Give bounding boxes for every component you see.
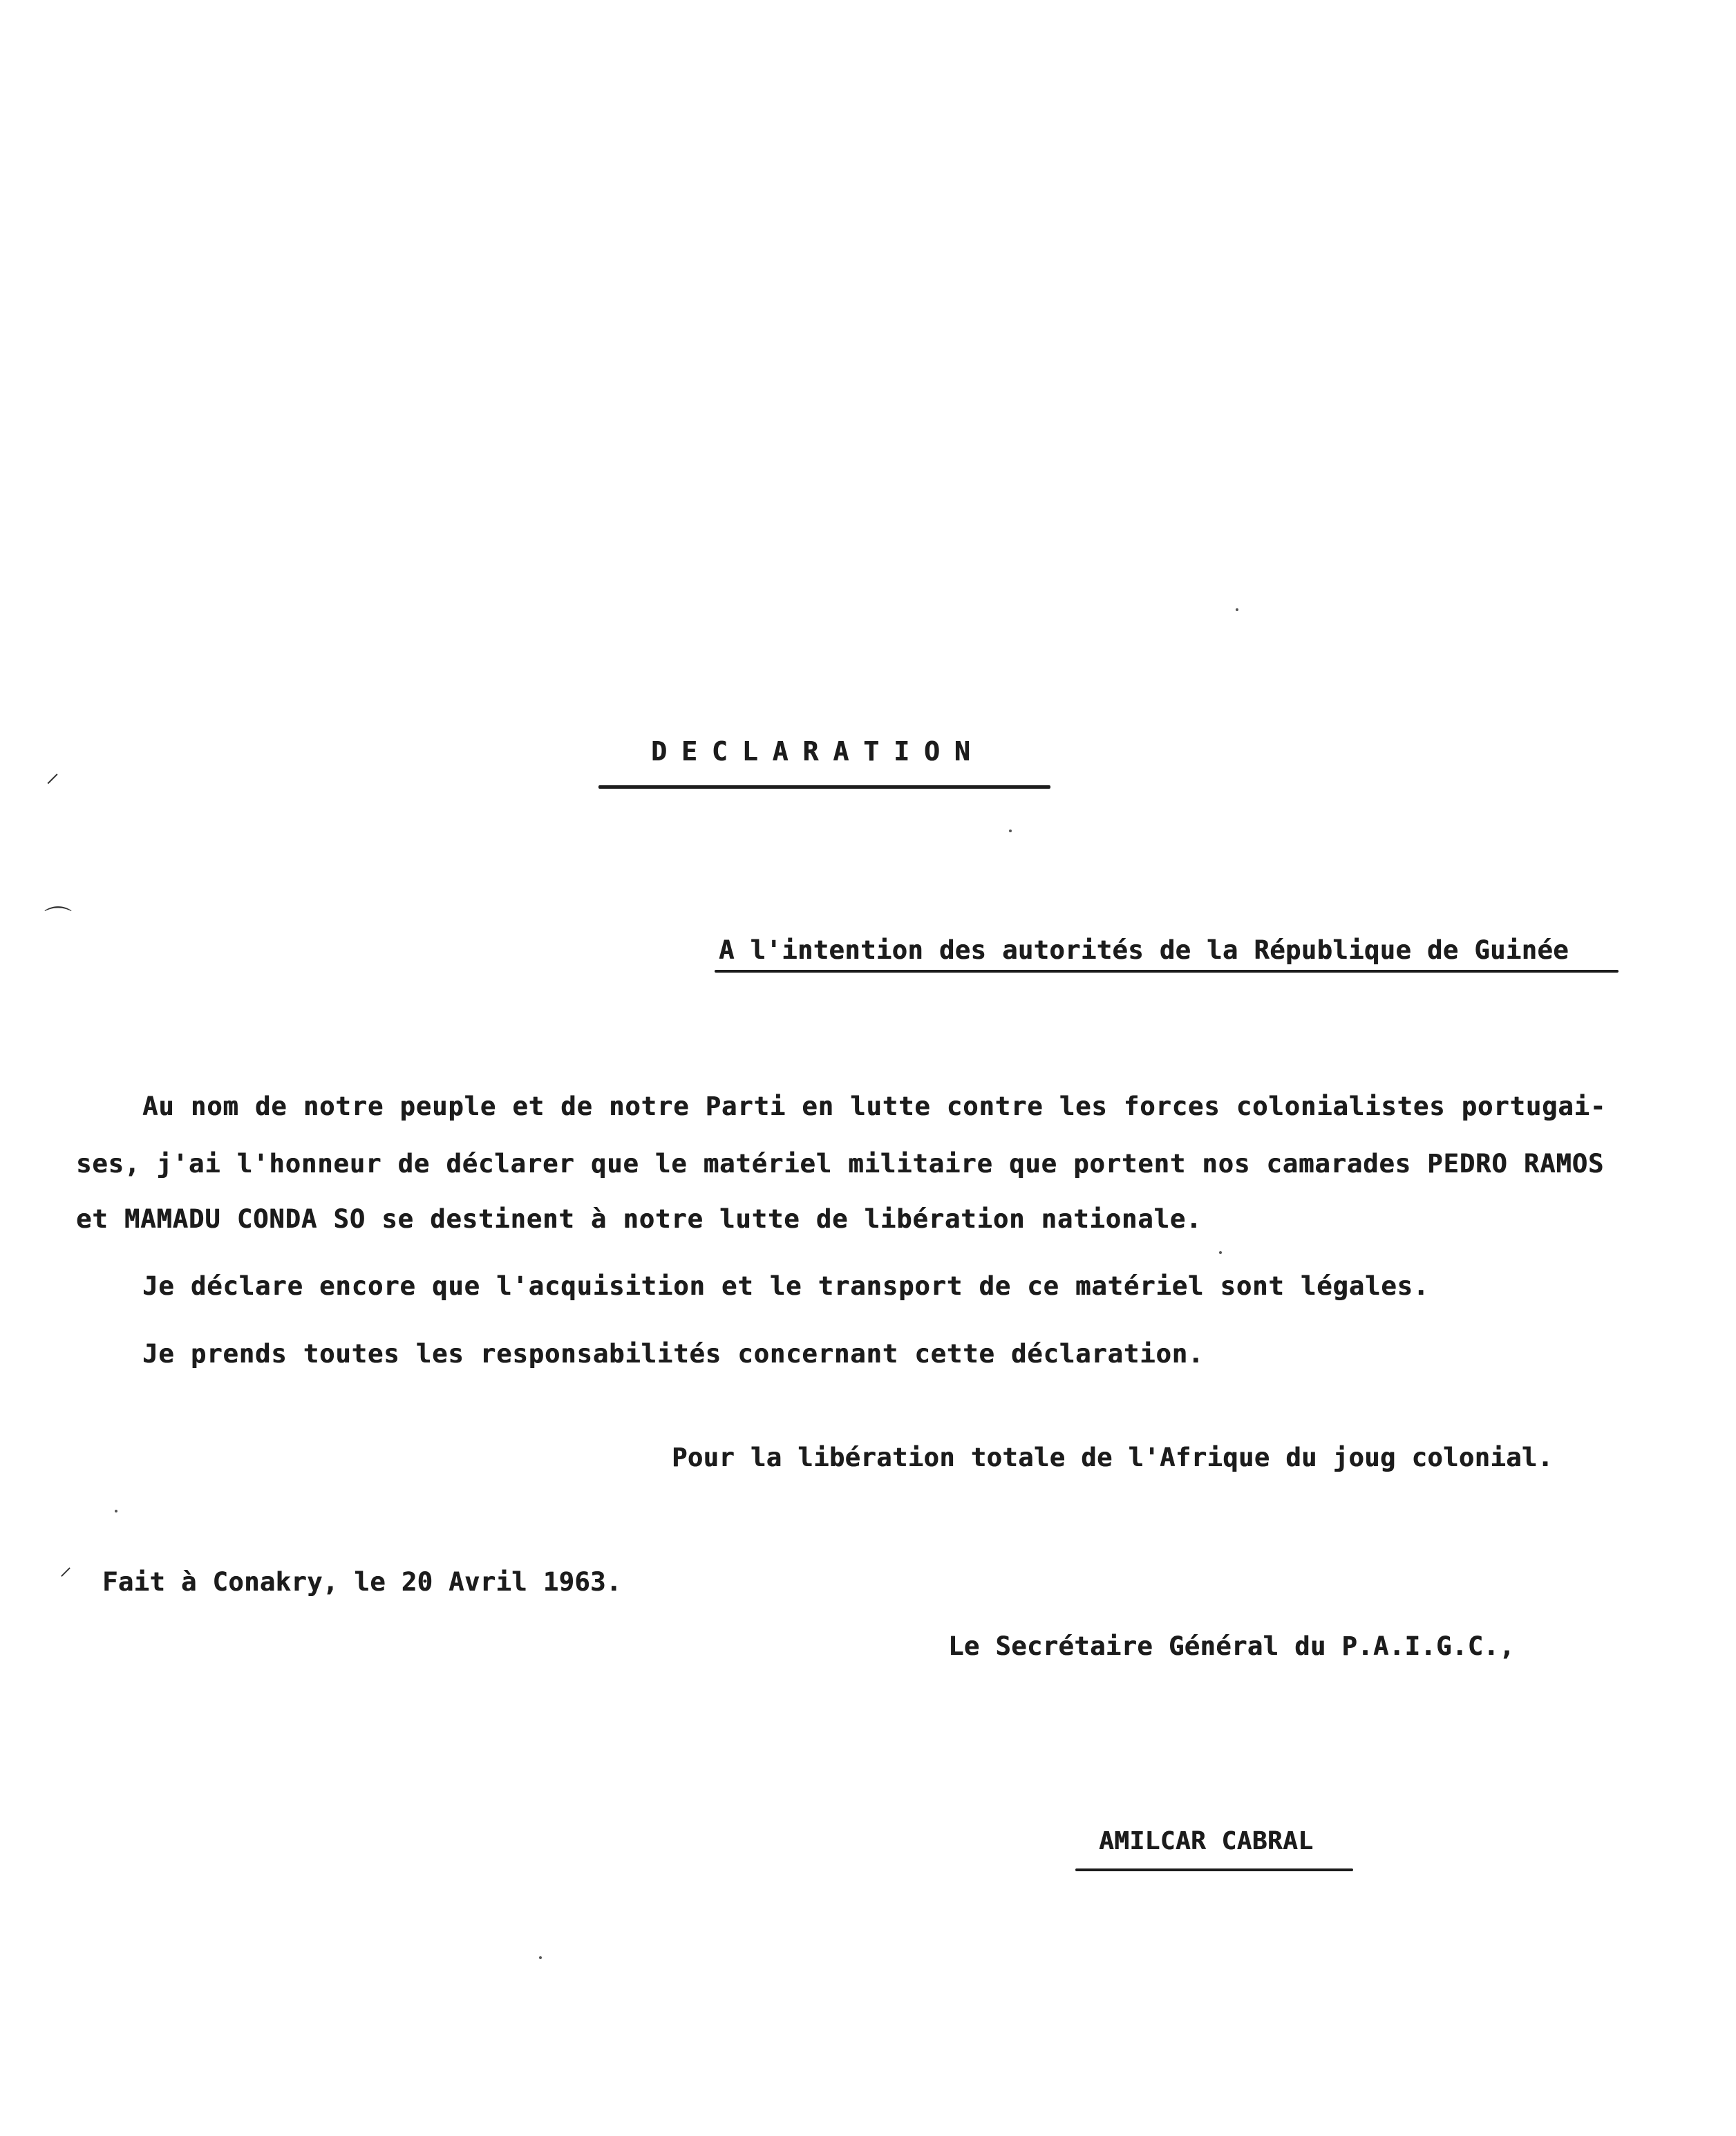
- signer-title: Le Secrétaire Général du P.A.I.G.C.,: [948, 1631, 1515, 1661]
- scan-speck: [115, 1510, 117, 1512]
- closing-salutation: Pour la libération totale de l'Afrique du joug colonial.: [672, 1443, 1554, 1472]
- body-line: ses, j'ai l'honneur de déclarer que le matériel militaire que portent nos camarades PEDRO RAMOS: [76, 1149, 1605, 1179]
- scan-mark: ⸝: [46, 757, 59, 789]
- body-line: Je prends toutes les responsabilités concernant cette déclaration.: [142, 1339, 1205, 1369]
- signer-name: AMILCAR CABRAL: [1099, 1827, 1314, 1855]
- scan-speck: [1236, 608, 1238, 611]
- addressee-underline: [715, 970, 1619, 973]
- title-underline: [598, 785, 1050, 789]
- scan-speck: [1009, 830, 1012, 832]
- document-title: DECLARATION: [651, 736, 985, 767]
- body-line: Au nom de notre peuple et de notre Parti en lutte contre les forces colonialistes portugai-: [142, 1092, 1607, 1121]
- place-and-date: Fait à Conakry, le 20 Avril 1963.: [102, 1567, 622, 1597]
- scan-speck: [1219, 1251, 1222, 1254]
- body-line: Je déclare encore que l'acquisition et le transport de ce matériel sont légales.: [142, 1271, 1430, 1301]
- scan-mark: ⸝: [59, 1553, 72, 1581]
- signature-underline: [1075, 1868, 1353, 1871]
- addressee-line: A l'intention des autorités de la République de Guinée: [719, 935, 1569, 965]
- scan-mark: ⌒: [44, 905, 72, 937]
- body-line: et MAMADU CONDA SO se destinent à notre lutte de libération nationale.: [76, 1204, 1202, 1234]
- scan-speck: [539, 1956, 542, 1959]
